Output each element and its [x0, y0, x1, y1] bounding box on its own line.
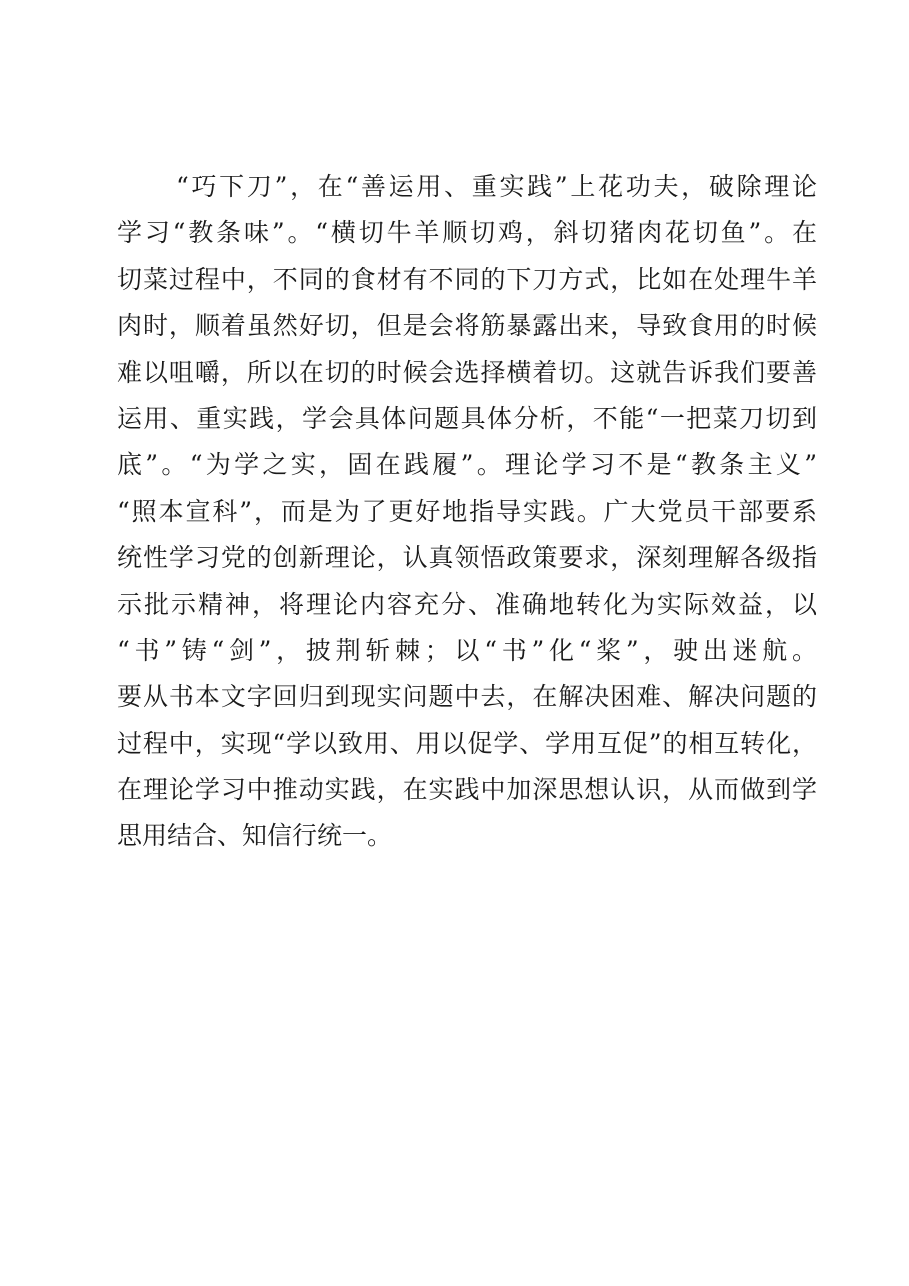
paragraph-line: “书”铸“剑”，披荆斩棘；以“书”化“桨”，驶出迷航。	[117, 635, 817, 665]
paragraph-line: 要从书本文字回归到现实问题中去，在解决困难、解决问题的	[117, 682, 817, 712]
paragraph-line: 在理论学习中推动实践，在实践中加深思想认识，从而做到学	[117, 775, 817, 805]
paragraph-line: 肉时，顺着虽然好切，但是会将筋暴露出来，导致食用的时候	[117, 311, 817, 341]
paragraph-line: 运用、重实践，学会具体问题具体分析，不能“一把菜刀切到	[117, 403, 817, 433]
paragraph-line: 学习“教条味”。“横切牛羊顺切鸡，斜切猪肉花切鱼”。在	[117, 218, 817, 248]
paragraph-line: “巧下刀”，在“善运用、重实践”上花功夫，破除理论	[176, 172, 817, 201]
paragraph-line: 难以咀嚼，所以在切的时候会选择横着切。这就告诉我们要善	[117, 357, 817, 387]
paragraph-line: “照本宣科”，而是为了更好地指导实践。广大党员干部要系	[117, 496, 817, 526]
paragraph-line: 过程中，实现“学以致用、用以促学、学用互促”的相互转化，	[117, 728, 817, 758]
paragraph-line: 切菜过程中，不同的食材有不同的下刀方式，比如在处理牛羊	[117, 264, 817, 294]
paragraph-line: 统性学习党的创新理论，认真领悟政策要求，深刻理解各级指	[117, 543, 817, 573]
body-paragraph	[117, 164, 817, 860]
paragraph-line: 思用结合、知信行统一。	[117, 821, 393, 851]
paragraph-line: 底”。“为学之实，固在践履”。理论学习不是“教条主义”	[117, 450, 817, 480]
paragraph-line: 示批示精神，将理论内容充分、准确地转化为实际效益，以	[117, 589, 817, 619]
